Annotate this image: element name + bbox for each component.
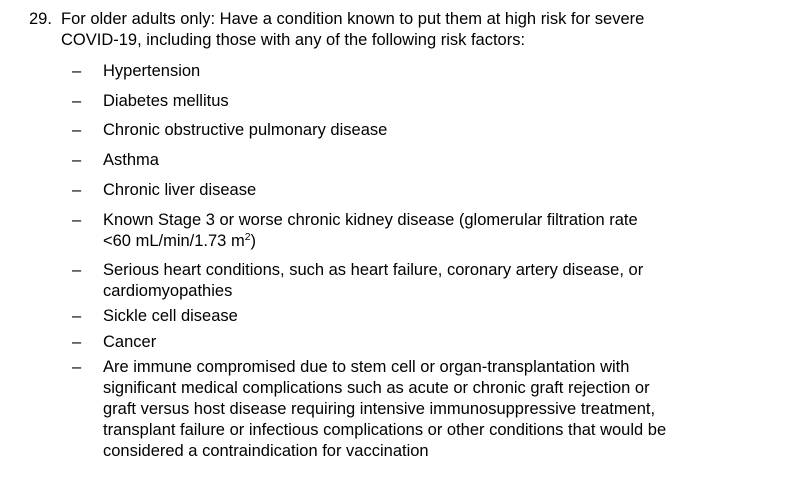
item-heading-line: For older adults only: Have a condition known to put them at high risk for severe: [61, 10, 645, 28]
risk-factor-text: Cancer: [103, 333, 157, 351]
dash-bullet: –: [72, 358, 82, 376]
risk-factor-text: Serious heart conditions, such as heart failure, coronary artery disease, or: [103, 261, 644, 279]
dash-bullet: –: [72, 92, 82, 110]
risk-factor-text-line2: [103, 231, 763, 252]
dash-bullet: –: [72, 62, 82, 80]
dash-bullet: –: [72, 181, 82, 199]
risk-factor-text: significant medical complications such as acute or chronic graft rejection or: [103, 379, 650, 397]
closing-paren: ): [250, 232, 257, 250]
dash-bullet: –: [72, 333, 82, 351]
dash-bullet: –: [72, 211, 82, 229]
risk-factor-text: Hypertension: [103, 62, 201, 80]
risk-factor-text: transplant failure or infectious complications or other conditions that would be: [103, 421, 667, 439]
risk-factor-text: Sickle cell disease: [103, 307, 238, 325]
risk-factor-text: Are immune compromised due to stem cell or organ-transplantation with: [103, 358, 630, 376]
risk-factor-text: Asthma: [103, 151, 159, 169]
risk-factor-text: Chronic liver disease: [103, 181, 257, 199]
risk-factor-text: Chronic obstructive pulmonary disease: [103, 121, 388, 139]
gfr-value: <60 mL/min/1.73 m: [103, 232, 245, 250]
superscript-two: 2: [244, 231, 251, 243]
dash-bullet: –: [72, 121, 82, 139]
risk-factor-text: considered a contraindication for vaccination: [103, 442, 429, 460]
item-number: 29.: [29, 10, 52, 28]
item-heading-line: COVID-19, including those with any of the following risk factors:: [61, 31, 526, 49]
risk-factor-text: Diabetes mellitus: [103, 92, 229, 110]
risk-factor-text: Known Stage 3 or worse chronic kidney disease (glomerular filtration rate: [103, 211, 638, 229]
dash-bullet: –: [72, 151, 82, 169]
dash-bullet: –: [72, 307, 82, 325]
risk-factor-text: graft versus host disease requiring intensive immunosuppressive treatment,: [103, 400, 656, 418]
risk-factor-text: cardiomyopathies: [103, 282, 233, 300]
dash-bullet: –: [72, 261, 82, 279]
